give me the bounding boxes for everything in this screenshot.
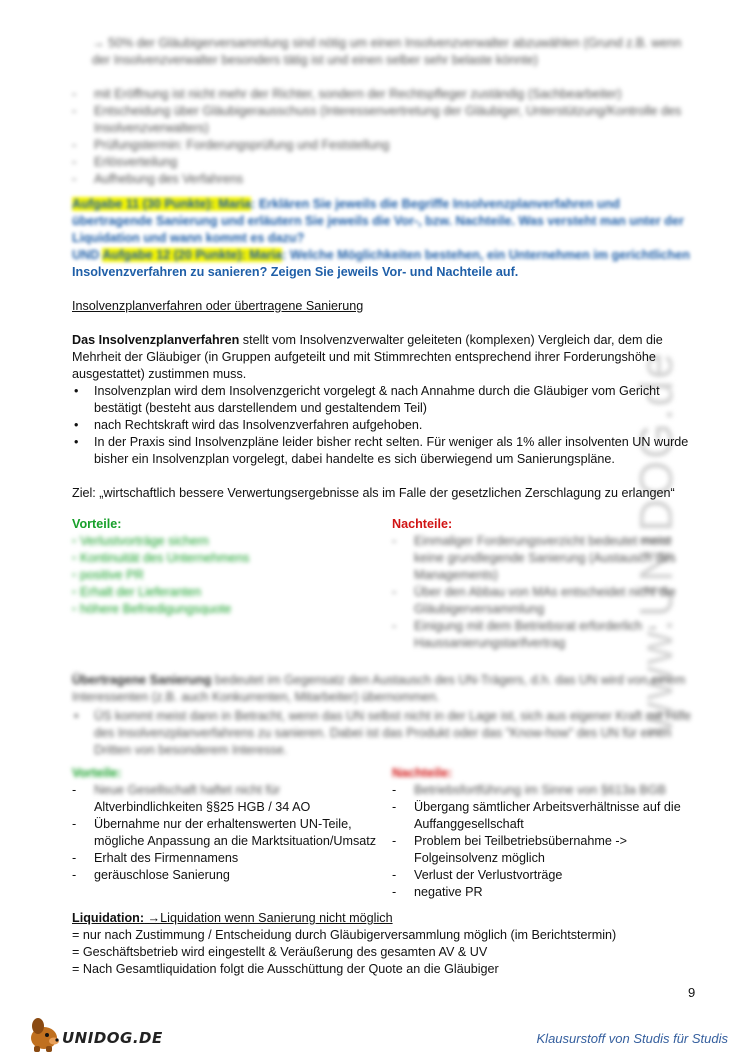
task11-label: Aufgabe 11 (30 Punkte): Maria (72, 197, 252, 211)
unidog-logo[interactable] (24, 1014, 174, 1061)
plan-intro-bold: Das Insolvenzplanverfahren (72, 333, 240, 347)
task11-text: : Erklären Sie jeweils die Begriffe Insolvenzplanverfahren und übertragende Sanierung und erläutern Sie jeweils die Vor-, bzw. Nachteile. Was versteht man unter der Liquidation und wann kommt es dazu? (72, 197, 684, 245)
list-item: - Übergang sämtlicher Arbeitsverhältnisse auf die Auffanggesellschaft (392, 799, 697, 833)
plan-intro-3: ausgestattet) zustimmen muss. (72, 367, 247, 381)
task-block (72, 196, 698, 281)
intro-arrow-line: → 50% der Gläubigerversammlung sind nötig um einen Insolvenzverwalter abzuwählen (Grund z.B. wenn der Insolvenzverwalter besonders tätig ist und einen selber sehr belaste könnte) (92, 36, 682, 67)
plan-goal: Ziel: „wirtschaftlich bessere Verwertungsergebnisse als im Falle der gesetzlichen Zerschlagung zu erlangen“ (72, 486, 675, 500)
plan-intro-rest-1: stellt vom Insolvenzverwalter geleiteten (komplexen) Vergleich dar, dem die (239, 333, 663, 347)
logo-text: UNIDOG.DE (62, 1029, 163, 1047)
page-number: 9 (688, 985, 696, 1000)
list-item: ▫ positive PR (72, 568, 144, 582)
plan-pros-title: Vorteile: (72, 517, 122, 531)
intro-dash-list (72, 86, 702, 188)
list-item: - Prüfungstermin: Forderungsprüfung und Feststellung (72, 137, 702, 154)
list-item: - mit Eröffnung ist nicht mehr der Richter, sondern der Rechtspfleger zuständig (Sachbearbeiter) (72, 86, 702, 103)
list-item: - Problem bei Teilbetriebsübernahme -> Folgeinsolvenz möglich (392, 833, 697, 867)
plan-bullets (72, 383, 712, 468)
transfer-cons-title: Nachteile: (392, 766, 453, 780)
list-item: - geräuschlose Sanierung (72, 867, 377, 884)
list-item: - Entscheidung über Gläubigerausschuss (Interessenvertretung der Gläubiger, Unterstützung/Kontrolle des Insolvenzverwalters) (72, 103, 702, 137)
list-item: ▫ Kontinuität des Unternehmens (72, 551, 250, 565)
list-item: ▫ Erhalt der Lieferanten (72, 585, 202, 599)
transfer-pros-title: Vorteile: (72, 766, 122, 780)
list-item: - Betriebsfortführung im Sinne von §613a BGB (392, 782, 697, 799)
list-item: - Aufhebung des Verfahrens (72, 171, 702, 188)
task12-prefix: UND (72, 248, 103, 262)
list-item: - Übernahme nur der erhaltenswerten UN-Teile, mögliche Anpassung an die Marktsituation/Umsatz (72, 816, 377, 850)
plan-pros (72, 516, 377, 618)
list-item: - Erlösverteilung (72, 154, 702, 171)
transfer-intro: Übertragene Sanierung bedeutet im Gegensatz den Austausch des UN-Trägers, d.h. das UN wird von einem Interessenten (z.B. auch Konkurrenten, Mitarbeiter) übernommen. • ÜS kommt meist dann in Betracht, wenn das UN selbst nicht in der Lage ist, sich aus eigener Kraft mit Hilfe des Insolvenzplanverfahrens zu sanieren. Dabei ist das Produkt oder das "Know-how" des UN für einen Dritten von besonderem Interesse. (72, 672, 712, 759)
plan-cons (392, 516, 697, 652)
liquidation-line: = nur nach Zustimmung / Entscheidung durch Gläubigerversammlung möglich (im Berichtstermin) (72, 928, 617, 942)
list-item: ▫ Verlustvorträge sichern (72, 534, 209, 548)
liquidation-line: = Geschäftsbetrieb wird eingestellt & Veräußerung des gesamten AV & UV (72, 945, 488, 959)
list-item: • ÜS kommt meist dann in Betracht, wenn das UN selbst nicht in der Lage ist, sich aus eigener Kraft mit Hilfe des Insolvenzplanverfahrens zu sanieren. Dabei ist das Produkt oder das "Know-how" des UN für einen Dritten von besonderem Interesse. (72, 708, 712, 759)
list-item: ▫ höhere Befriedigungsquote (72, 602, 232, 616)
plan-intro-1 (72, 332, 698, 349)
task12-text: : Welche Möglichkeiten bestehen, ein Unternehmen im gerichtlichen (282, 248, 690, 262)
list-item: - Über den Abbau von MAs entscheidet nicht die Gläubigerversammlung (392, 584, 697, 618)
list-item: • nach Rechtskraft wird das Insolvenzverfahren aufgehoben. (72, 417, 712, 434)
task12-label: Aufgabe 12 (20 Punkte): Maria (102, 248, 283, 262)
list-item: - Einigung mit dem Betriebsrat erforderlich → Haussanierungstarifvertrag (392, 618, 697, 652)
list-item: - Verlust der Verlustvorträge (392, 867, 697, 884)
task12-text-2: Insolvenzverfahren zu sanieren? Zeigen Sie jeweils Vor- und Nachteile auf. (72, 265, 519, 279)
plan-cons-title: Nachteile: (392, 517, 453, 531)
plan-intro-2: Mehrheit der Gläubiger (in Gruppen aufgeteilt und mit Stimmrechten entsprechend ihrer Forderungshöhe (72, 350, 656, 364)
footer-tagline: Klausurstoff von Studis für Studis (536, 1031, 728, 1046)
list-item: - Erhalt des Firmennamens (72, 850, 377, 867)
liquidation-title: Liquidation: →Liquidation wenn Sanierung nicht möglich (72, 911, 393, 925)
list-item: • Insolvenzplan wird dem Insolvenzgericht vorgelegt & nach Annahme durch die Gläubiger vom Gericht bestätigt (besteht aus darstellendem und gestaltendem Teil) (72, 383, 712, 417)
list-item: • In der Praxis sind Insolvenzpläne leider bisher recht selten. Für weniger als 1% aller insolventen UN wurde bisher ein Insolvenzplan vorgelegt, dabei handelte es sich überwiegend um Sanierungspläne. (72, 434, 712, 468)
list-item: - Neue Gesellschaft haftet nicht für Altverbindlichkeiten §§25 HGB / 34 AO (72, 782, 377, 816)
transfer-pros (72, 765, 377, 884)
transfer-cons (392, 765, 697, 901)
list-item: - Einmaliger Forderungsverzicht bedeutet meist keine grundlegende Sanierung (Austausch des Managements) (392, 533, 697, 584)
section-title: Insolvenzplanverfahren oder übertragene Sanierung (72, 299, 364, 313)
liquidation-line: = Nach Gesamtliquidation folgt die Ausschüttung der Quote an die Gläubiger (72, 962, 499, 976)
list-item: - negative PR (392, 884, 697, 901)
